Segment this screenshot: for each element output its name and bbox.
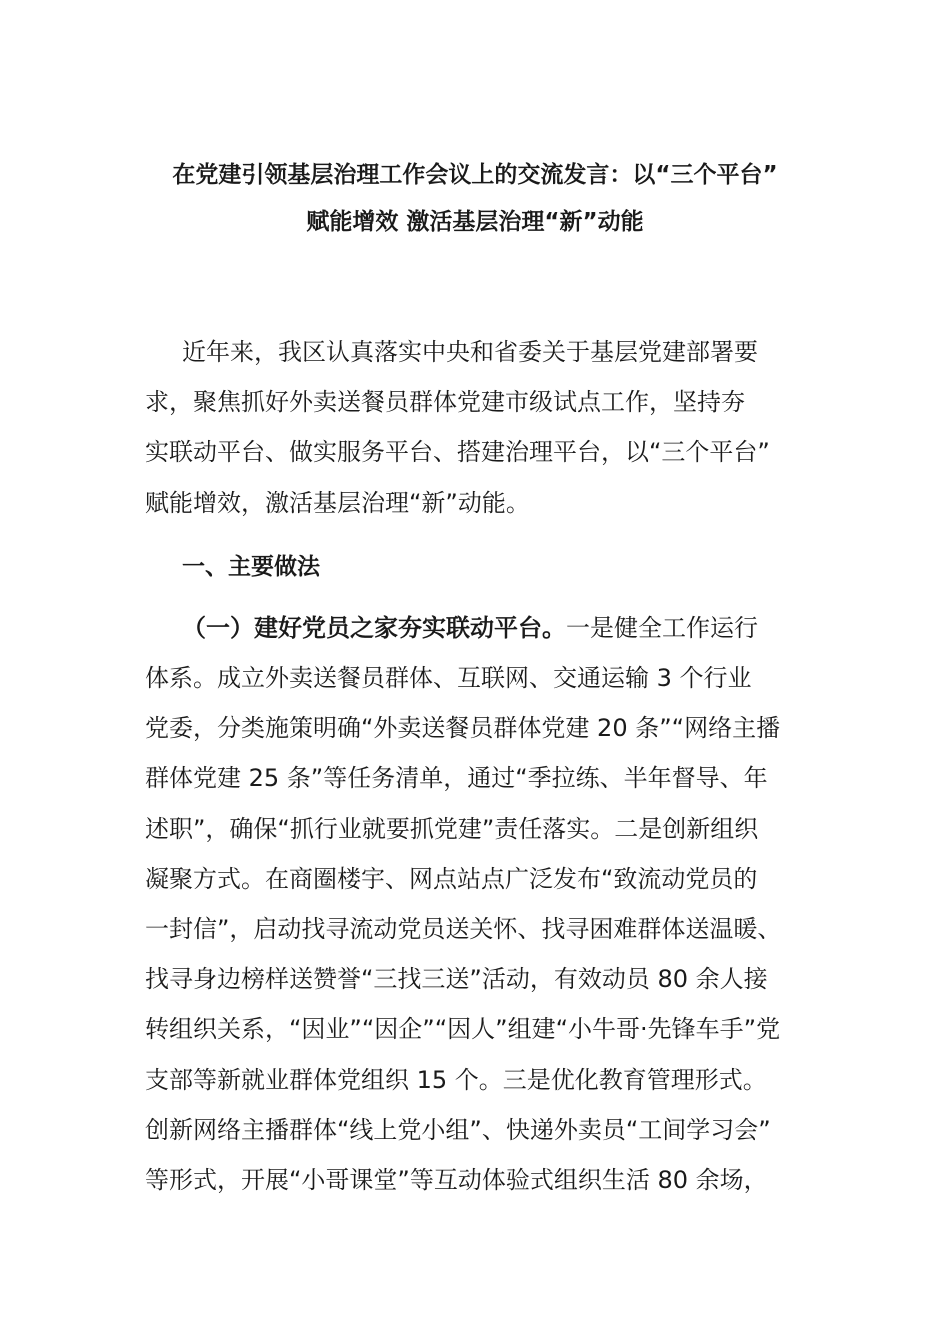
title-line-2: 赋能增效 激活基层治理“新”动能 xyxy=(306,209,644,235)
subsection-line: 党委，分类施策明确“外卖送餐员群体党建 20 条”“网络主播 xyxy=(145,714,781,743)
subsection-line: 等形式，开展“小哥课堂”等互动体验式组织生活 80 余场， xyxy=(145,1166,768,1195)
subsection-line: 转组织关系，“因业”“因企”“因人”组建“小牛哥·先锋车手”党 xyxy=(145,1015,781,1044)
subsection-paragraph xyxy=(145,603,815,1205)
subsection-line: 创新网络主播群体“线上党小组”、快递外卖员“工间学习会” xyxy=(145,1115,771,1144)
intro-line: 实联动平台、做实服务平台、搭建治理平台，以“三个平台” xyxy=(145,438,770,467)
document-title xyxy=(130,152,820,246)
subsection-first-line xyxy=(145,603,815,653)
intro-line: 求，聚焦抓好外卖送餐员群体党建市级试点工作，坚持夯 xyxy=(145,388,745,417)
intro-line: 近年来，我区认真落实中央和省委关于基层党建部署要 xyxy=(182,338,758,366)
subsection-line: 一封信”，启动找寻流动党员送关怀、找寻困难群体送温暖、 xyxy=(145,915,782,944)
subsection-heading: （一）建好党员之家夯实联动平台。 xyxy=(182,613,566,642)
intro-line: 赋能增效，激活基层治理“新”动能。 xyxy=(145,488,530,517)
subsection-line: 群体党建 25 条”等任务清单，通过“季拉练、半年督导、年 xyxy=(145,764,768,793)
title-line-1: 在党建引领基层治理工作会议上的交流发言：以“三个平台” xyxy=(172,162,778,188)
subsection-first-line-text: 一是健全工作运行 xyxy=(566,613,758,642)
subsection-line: 支部等新就业群体党组织 15 个。三是优化教育管理形式。 xyxy=(145,1065,767,1094)
subsection-line: 述职”，确保“抓行业就要抓党建”责任落实。二是创新组织 xyxy=(145,814,759,843)
intro-paragraph xyxy=(145,327,815,528)
subsection-line: 凝聚方式。在商圈楼宇、网点站点广泛发布“致流动党员的 xyxy=(145,864,758,893)
document-body xyxy=(145,327,815,1205)
section-heading: 一、主要做法 xyxy=(182,553,320,580)
subsection-line: 找寻身边榜样送赞誉“三找三送”活动，有效动员 80 余人接 xyxy=(145,965,768,994)
subsection-line: 体系。成立外卖送餐员群体、互联网、交通运输 3 个行业 xyxy=(145,664,752,693)
